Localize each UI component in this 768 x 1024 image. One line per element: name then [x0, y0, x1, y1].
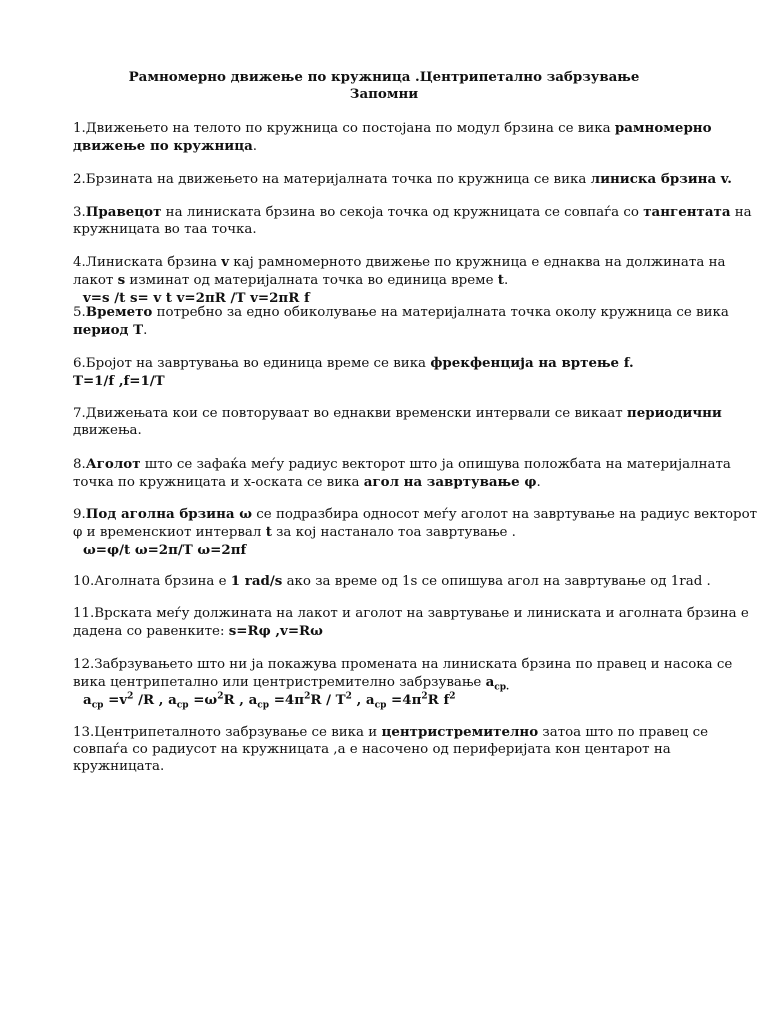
- text-run: cp: [374, 700, 387, 711]
- text-run: Правецот: [85, 204, 162, 220]
- text-run: 2.Брзината на движењето на материјалната точка по кружница се вика: [73, 172, 591, 187]
- text-run: .: [536, 474, 541, 490]
- text-line: [73, 171, 732, 189]
- text-line: [73, 355, 703, 373]
- text-run: 2: [421, 691, 428, 702]
- text-run: 5.: [73, 305, 86, 320]
- text-run: дадена со равенките:: [73, 623, 229, 639]
- paragraph-4: [73, 254, 726, 307]
- text-run: на: [730, 205, 752, 220]
- paragraph-10: [73, 573, 711, 591]
- text-run: 1.Движењето на телото по кружница со постојана по модул брзина се вика: [73, 121, 615, 136]
- text-line: [73, 272, 703, 290]
- text-run: 10.Аголната брзина е: [73, 574, 231, 589]
- text-run: ω=φ/t ω=2π/T ω=2πf: [83, 541, 247, 558]
- text-run: кај рамномерното движење по кружница е еднаква на должината на: [229, 255, 726, 270]
- text-run: ако за време од 1s се опишува агол на завртување од 1rad .: [282, 574, 711, 589]
- text-run: =ω: [188, 691, 218, 708]
- text-run: точка по кружницата и x-оската се вика: [73, 474, 364, 490]
- text-run: 9.: [73, 507, 86, 522]
- text-run: .: [503, 272, 509, 288]
- text-run: /R ,: [133, 691, 169, 708]
- text-run: 13.Центрипеталното забрзување се вика и: [73, 725, 382, 740]
- text-line: [73, 254, 726, 272]
- text-run: a: [485, 673, 495, 690]
- text-run: совпаѓа со радиусот на кружницата ,а е насочено од периферијата кон центарот на: [73, 741, 671, 757]
- text-line: [73, 304, 729, 322]
- text-run: движења.: [73, 422, 142, 438]
- text-line: [73, 456, 731, 474]
- text-line: [73, 322, 703, 340]
- text-line: [73, 724, 709, 742]
- text-run: 2: [345, 691, 352, 702]
- text-run: се подразбира односот меѓу аголот на завртување на радиус векторот: [252, 507, 758, 522]
- text-run: период Т: [73, 321, 144, 338]
- text-run: кружницата.: [73, 758, 165, 774]
- text-run: ,: [351, 691, 366, 708]
- text-run: =4π: [386, 691, 422, 708]
- text-run: изминат од материјалната точка во единица време: [125, 272, 498, 288]
- text-line: [73, 674, 703, 692]
- text-run: t: [265, 523, 272, 540]
- text-run: движење по кружница: [73, 137, 253, 154]
- text-run: лакот: [73, 272, 118, 288]
- text-run: s=Rφ ,v=Rω: [228, 622, 323, 639]
- formula-angular-speed: [73, 542, 703, 560]
- text-run: a: [248, 691, 258, 708]
- text-run: тангентата: [643, 204, 731, 220]
- text-run: на линиската брзина во секоја точка од кружницата се совпаѓа со: [161, 205, 644, 220]
- text-run: v=s /t s= v t v=2πR /T v=2πR f: [83, 289, 310, 306]
- text-line: [73, 204, 752, 222]
- text-run: што се зафаќа меѓу радиус векторот што ја опишува положбата на материјалната: [140, 457, 731, 472]
- paragraph-3: [73, 204, 752, 239]
- text-run: T=1/f ,f=1/T: [73, 372, 165, 389]
- text-line: [73, 405, 722, 423]
- text-run: центристремително: [381, 724, 539, 740]
- text-line: [73, 474, 703, 492]
- text-line: [73, 524, 703, 542]
- title-line: Рамномерно движење по кружница .Центрипетално забрзување: [128, 69, 640, 85]
- text-line: [73, 573, 711, 591]
- text-run: a: [168, 691, 177, 708]
- text-run: a: [83, 691, 92, 708]
- text-run: R f: [427, 691, 450, 708]
- text-run: R / T: [310, 691, 346, 708]
- text-run: 2: [304, 691, 311, 702]
- paragraph-8: [73, 456, 731, 492]
- text-run: φ и временскиот интервал: [73, 524, 266, 540]
- paragraph-12: [73, 657, 733, 711]
- text-run: затоа што по правец се: [538, 725, 709, 740]
- paragraph-2: [73, 171, 732, 189]
- text-run: 2: [449, 691, 456, 702]
- text-line: [73, 506, 758, 524]
- text-run: кружницата во таа точка.: [73, 221, 257, 237]
- paragraph-5: [73, 304, 729, 340]
- title-subtitle: Запомни: [349, 86, 419, 102]
- paragraph-6: [73, 355, 703, 391]
- text-run: 7.Движењата кои се повторуваат во еднакви временски интервали се викаат: [73, 406, 627, 421]
- text-run: фрекфенција на вртење f.: [430, 355, 634, 371]
- text-run: агол на завртување φ: [363, 473, 537, 490]
- text-run: 2: [217, 691, 224, 702]
- paragraph-9: [73, 506, 758, 559]
- text-run: =4π: [269, 691, 305, 708]
- paragraph-1: [73, 120, 712, 156]
- formula-centripetal: [73, 692, 703, 709]
- text-run: за кој настанало тоа завртување .: [271, 524, 516, 540]
- text-run: 6.Бројот на завртувања во единица време се вика: [73, 356, 431, 371]
- document-title: [0, 69, 768, 103]
- text-run: a: [365, 691, 375, 708]
- text-line: [73, 623, 703, 641]
- text-run: .: [143, 322, 148, 338]
- text-run: 2: [127, 691, 134, 702]
- text-run: рамномерно: [614, 120, 712, 136]
- text-run: 3.: [73, 205, 86, 220]
- paragraph-11: [73, 606, 749, 641]
- text-run: Под аголна брзина ω: [85, 506, 253, 522]
- text-line: [73, 120, 712, 138]
- text-run: R ,: [223, 691, 249, 708]
- text-run: Времето: [85, 304, 153, 320]
- text-run: .: [252, 138, 258, 154]
- text-line: [73, 138, 703, 156]
- text-run: cp: [257, 700, 270, 711]
- text-run: cp: [176, 700, 189, 711]
- text-run: вика центрипетално или центристремително забрзување: [73, 674, 486, 690]
- text-run: линиска брзина v.: [590, 171, 732, 187]
- text-run: 8.: [73, 457, 86, 472]
- text-run: t: [497, 271, 504, 288]
- text-run: v: [221, 254, 230, 270]
- text-run: 11.Врската меѓу должината на лакот и аголот на завртување и линиската и аголната брзина е: [73, 606, 749, 621]
- text-run: периодични: [626, 405, 722, 421]
- text-run: cp: [91, 700, 104, 711]
- text-run: =v: [103, 691, 128, 708]
- text-run: cp.: [494, 682, 510, 693]
- formula-period-frequency: [73, 373, 703, 391]
- text-run: 12.Забрзувањето што ни ја покажува промената на линиската брзина по правец и насока се: [73, 657, 733, 672]
- text-run: 4.Линиската брзина: [73, 255, 222, 270]
- paragraph-13: [73, 724, 709, 775]
- text-run: потребно за едно обиколување на материјалната точка околу кружница се вика: [152, 305, 729, 320]
- text-run: 1 rad/s: [230, 573, 283, 589]
- text-run: Аголот: [85, 456, 141, 472]
- text-run: s: [117, 271, 126, 288]
- paragraph-7: [73, 405, 722, 440]
